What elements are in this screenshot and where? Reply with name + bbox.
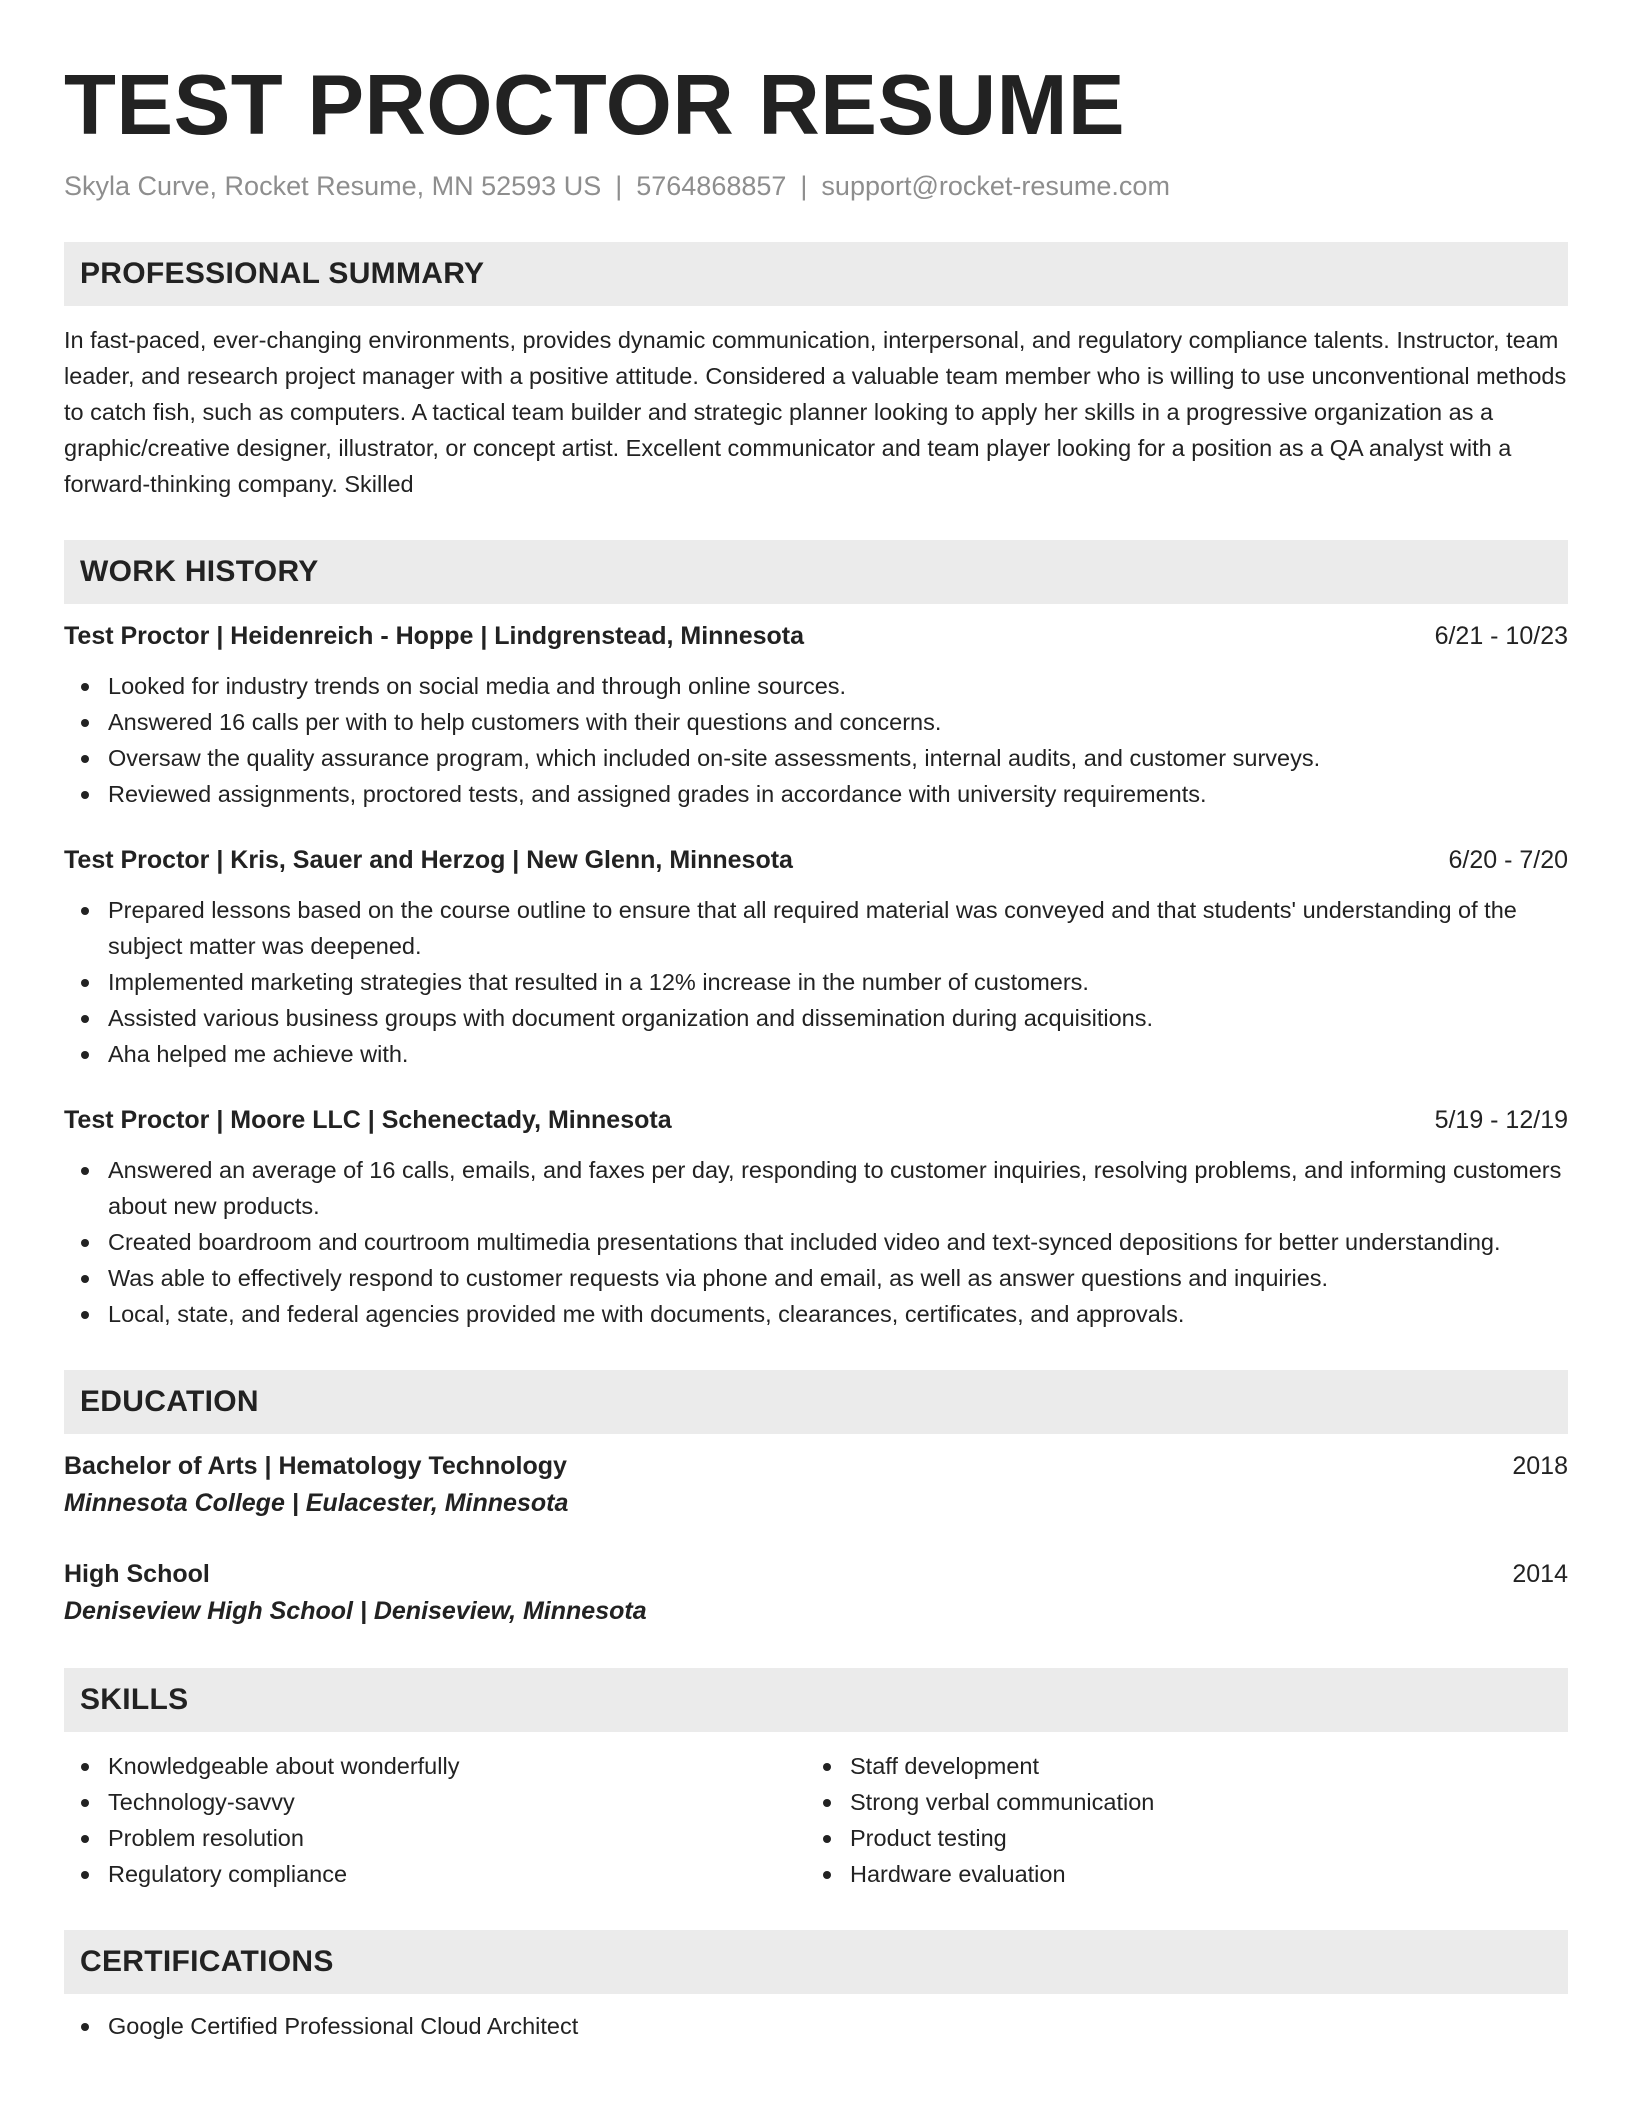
job-bullets <box>64 668 1568 812</box>
certifications-section <box>64 1930 1568 2044</box>
education-school: Minnesota College | Eulacester, Minnesota <box>64 1489 569 1517</box>
education-section <box>64 1370 1568 1630</box>
education-heading: EDUCATION <box>80 1385 259 1418</box>
education-degree: Bachelor of Arts | Hematology Technology <box>64 1452 567 1480</box>
section-header <box>64 1930 1568 1994</box>
job-title: Test Proctor | Moore LLC | Schenectady, Minnesota <box>64 1106 672 1134</box>
job-bullet: Created boardroom and courtroom multimedia presentations that included video and text-synced depositions for better understanding. <box>64 1224 1568 1260</box>
job-dates: 6/20 - 7/20 <box>1448 846 1568 874</box>
skill-item: Problem resolution <box>64 1820 806 1856</box>
work-history-section <box>64 540 1568 1332</box>
skills-list <box>806 1748 1548 1892</box>
skill-item: Regulatory compliance <box>64 1856 806 1892</box>
summary-heading: PROFESSIONAL SUMMARY <box>80 257 485 290</box>
job-title: Test Proctor | Heidenreich - Hoppe | Lindgrenstead, Minnesota <box>64 622 805 650</box>
contact-phone: 5764868857 <box>636 171 787 201</box>
education-entry <box>64 1448 1568 1522</box>
job-bullet: Answered an average of 16 calls, emails, and faxes per day, responding to customer inquiries, resolving problems, and informing customers about new products. <box>64 1152 1568 1224</box>
skills-grid <box>64 1748 1568 1892</box>
skills-column-left <box>64 1748 806 1892</box>
job-entry <box>64 1102 1568 1332</box>
education-year: 2018 <box>1512 1452 1568 1480</box>
contact-line <box>64 168 1568 204</box>
education-degree: High School <box>64 1560 210 1588</box>
job-bullet: Oversaw the quality assurance program, which included on-site assessments, internal audits, and customer surveys. <box>64 740 1568 776</box>
education-header <box>64 1448 1568 1484</box>
certification-item: Google Certified Professional Cloud Architect <box>64 2008 1568 2044</box>
skill-item: Staff development <box>806 1748 1548 1784</box>
job-bullet: Assisted various business groups with document organization and dissemination during acquisitions. <box>64 1000 1568 1036</box>
certifications-list <box>64 2008 1568 2044</box>
job-bullets <box>64 892 1568 1072</box>
resume-title: TEST PROCTOR RESUME <box>64 58 1126 153</box>
summary-section <box>64 242 1568 502</box>
skills-section <box>64 1668 1568 1892</box>
section-header <box>64 1370 1568 1434</box>
job-entry <box>64 842 1568 1072</box>
summary-text: In fast-paced, ever-changing environments, provides dynamic communication, interpersonal, and regulatory compliance talents. Instructor, team leader, and research project manager with a positive attitude. Considered a valuable team member who is willing to use unconventional methods to catch fish, such as computers. A tactical team builder and strategic planner looking to apply her skills in a progressive organization as a graphic/creative designer, illustrator, or concept artist. Excellent communicator and team player looking for a position as a QA analyst with a forward-thinking company. Skilled <box>64 327 1567 497</box>
education-year: 2014 <box>1512 1560 1568 1588</box>
contact-separator: | <box>615 171 623 201</box>
contact-address: Skyla Curve, Rocket Resume, MN 52593 US <box>64 171 602 201</box>
education-header <box>64 1556 1568 1592</box>
job-bullet: Was able to effectively respond to customer requests via phone and email, as well as answer questions and inquiries. <box>64 1260 1568 1296</box>
job-bullet: Answered 16 calls per with to help customers with their questions and concerns. <box>64 704 1568 740</box>
section-header <box>64 242 1568 306</box>
section-header <box>64 540 1568 604</box>
certifications-heading: CERTIFICATIONS <box>80 1945 334 1978</box>
skill-item: Technology-savvy <box>64 1784 806 1820</box>
job-bullet: Reviewed assignments, proctored tests, and assigned grades in accordance with university requirements. <box>64 776 1568 812</box>
section-header <box>64 1668 1568 1732</box>
skills-heading: SKILLS <box>80 1683 189 1716</box>
job-bullet: Prepared lessons based on the course outline to ensure that all required material was conveyed and that students' understanding of the subject matter was deepened. <box>64 892 1568 964</box>
job-bullet: Looked for industry trends on social media and through online sources. <box>64 668 1568 704</box>
contact-separator: | <box>800 171 808 201</box>
education-school: Deniseview High School | Deniseview, Minnesota <box>64 1597 647 1625</box>
job-bullets <box>64 1152 1568 1332</box>
job-header <box>64 618 1568 654</box>
job-bullet: Aha helped me achieve with. <box>64 1036 1568 1072</box>
work-history-heading: WORK HISTORY <box>80 555 319 588</box>
skill-item: Product testing <box>806 1820 1548 1856</box>
skill-item: Knowledgeable about wonderfully <box>64 1748 806 1784</box>
job-header <box>64 1102 1568 1138</box>
skills-column-right <box>806 1748 1548 1892</box>
job-header <box>64 842 1568 878</box>
job-dates: 5/19 - 12/19 <box>1434 1106 1568 1134</box>
contact-email: support@rocket-resume.com <box>821 171 1170 201</box>
job-bullet: Implemented marketing strategies that resulted in a 12% increase in the number of customers. <box>64 964 1568 1000</box>
education-entry <box>64 1556 1568 1630</box>
job-title: Test Proctor | Kris, Sauer and Herzog | New Glenn, Minnesota <box>64 846 793 874</box>
job-bullet: Local, state, and federal agencies provided me with documents, clearances, certificates, and approvals. <box>64 1296 1568 1332</box>
job-entry <box>64 618 1568 812</box>
skill-item: Strong verbal communication <box>806 1784 1548 1820</box>
job-dates: 6/21 - 10/23 <box>1434 622 1568 650</box>
skills-list <box>64 1748 806 1892</box>
skill-item: Hardware evaluation <box>806 1856 1548 1892</box>
